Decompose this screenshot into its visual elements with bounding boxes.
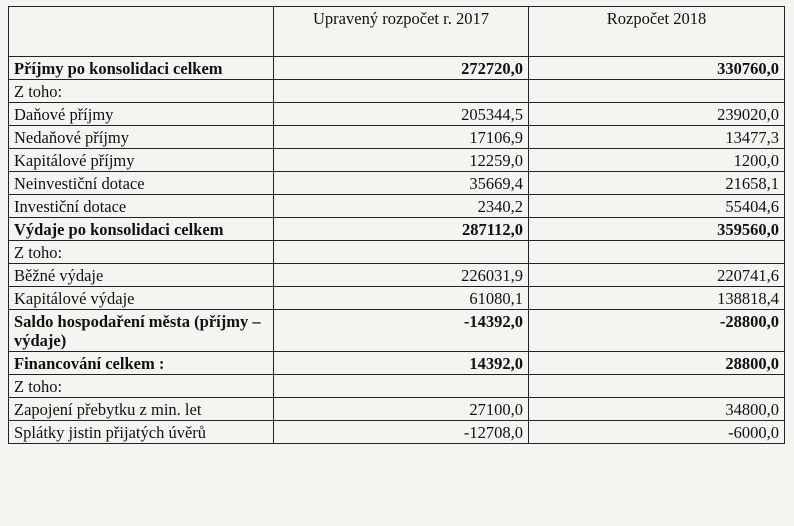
value-2017 xyxy=(274,375,529,398)
table-row xyxy=(9,218,785,241)
value-2018: 28800,0 xyxy=(529,352,785,375)
value-2018: -28800,0 xyxy=(529,310,785,352)
table-row xyxy=(9,172,785,195)
table-row xyxy=(9,421,785,444)
value-2017: 287112,0 xyxy=(274,218,529,241)
value-2017 xyxy=(274,80,529,103)
value-2017: -14392,0 xyxy=(274,310,529,352)
row-label: Příjmy po konsolidaci celkem xyxy=(9,57,274,80)
value-2017: 14392,0 xyxy=(274,352,529,375)
table-row xyxy=(9,375,785,398)
value-2018: 220741,6 xyxy=(529,264,785,287)
table-row xyxy=(9,103,785,126)
value-2018: 138818,4 xyxy=(529,287,785,310)
row-label: Nedaňové příjmy xyxy=(9,126,274,149)
row-label: Z toho: xyxy=(9,375,274,398)
header-cell-empty xyxy=(9,7,274,57)
value-2018: 239020,0 xyxy=(529,103,785,126)
value-2018: 13477,3 xyxy=(529,126,785,149)
value-2018: 21658,1 xyxy=(529,172,785,195)
row-label: Z toho: xyxy=(9,241,274,264)
table-row xyxy=(9,352,785,375)
header-cell-2018: Rozpočet 2018 xyxy=(529,7,785,57)
value-2017: 35669,4 xyxy=(274,172,529,195)
value-2017: 272720,0 xyxy=(274,57,529,80)
value-2017: 205344,5 xyxy=(274,103,529,126)
value-2018: 359560,0 xyxy=(529,218,785,241)
table-row xyxy=(9,264,785,287)
table-row xyxy=(9,398,785,421)
value-2017 xyxy=(274,241,529,264)
value-2017: 27100,0 xyxy=(274,398,529,421)
row-label: Investiční dotace xyxy=(9,195,274,218)
row-label: Zapojení přebytku z min. let xyxy=(9,398,274,421)
header-cell-2017: Upravený rozpočet r. 2017 xyxy=(274,7,529,57)
row-label: Saldo hospodaření města (příjmy – výdaje) xyxy=(9,310,274,352)
value-2018: 330760,0 xyxy=(529,57,785,80)
row-label: Splátky jistin přijatých úvěrů xyxy=(9,421,274,444)
value-2017: -12708,0 xyxy=(274,421,529,444)
value-2018: 1200,0 xyxy=(529,149,785,172)
row-label: Daňové příjmy xyxy=(9,103,274,126)
row-label: Výdaje po konsolidaci celkem xyxy=(9,218,274,241)
value-2017: 17106,9 xyxy=(274,126,529,149)
row-label: Financování celkem : xyxy=(9,352,274,375)
value-2017: 61080,1 xyxy=(274,287,529,310)
value-2018: 55404,6 xyxy=(529,195,785,218)
table-row xyxy=(9,310,785,352)
table-row xyxy=(9,241,785,264)
row-label: Z toho: xyxy=(9,80,274,103)
table-header-row xyxy=(9,7,785,57)
budget-table xyxy=(8,6,785,444)
row-label: Běžné výdaje xyxy=(9,264,274,287)
table-row xyxy=(9,126,785,149)
row-label: Kapitálové výdaje xyxy=(9,287,274,310)
table-row xyxy=(9,195,785,218)
table-row xyxy=(9,80,785,103)
row-label: Kapitálové příjmy xyxy=(9,149,274,172)
value-2018 xyxy=(529,375,785,398)
value-2018 xyxy=(529,80,785,103)
value-2017: 2340,2 xyxy=(274,195,529,218)
value-2018: -6000,0 xyxy=(529,421,785,444)
value-2018: 34800,0 xyxy=(529,398,785,421)
table-row xyxy=(9,287,785,310)
row-label: Neinvestiční dotace xyxy=(9,172,274,195)
value-2017: 226031,9 xyxy=(274,264,529,287)
table-row xyxy=(9,149,785,172)
value-2018 xyxy=(529,241,785,264)
table-row xyxy=(9,57,785,80)
value-2017: 12259,0 xyxy=(274,149,529,172)
